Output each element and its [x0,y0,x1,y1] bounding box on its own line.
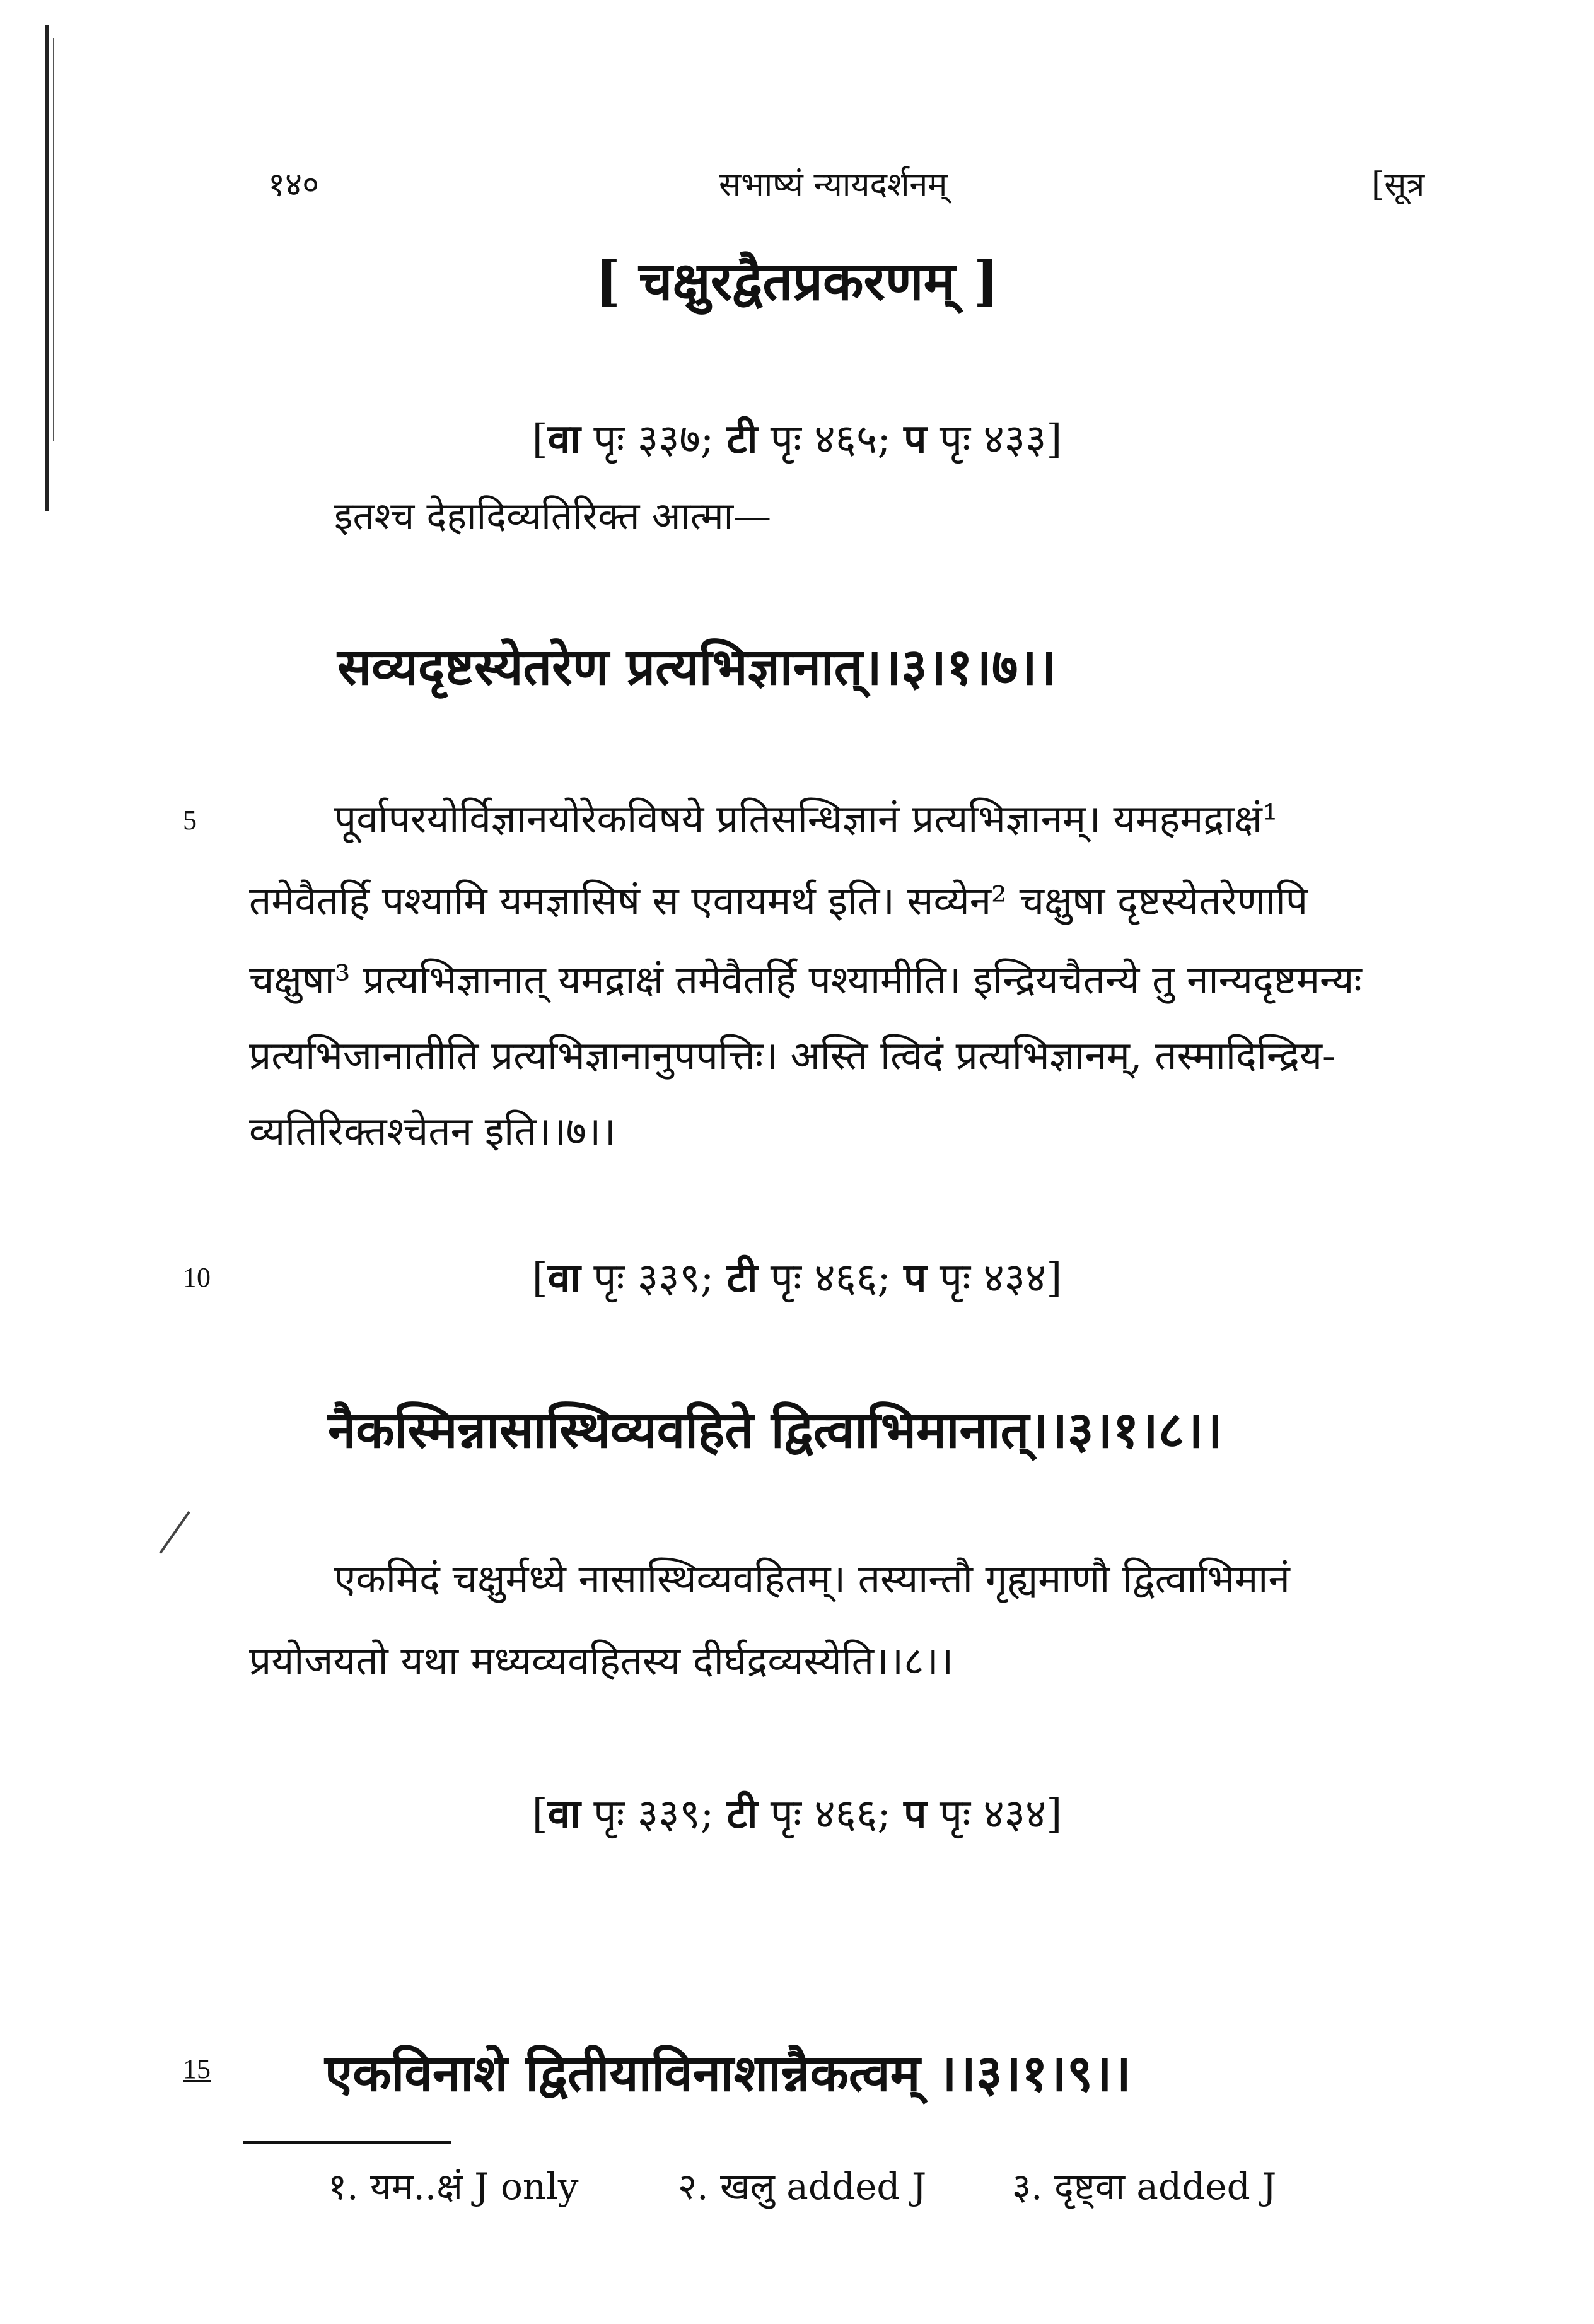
bhashya-1-line-2: तमेवैतर्हि पश्यामि यमज्ञासिषं स एवायमर्थ इति। सव्येन² चक्षुषा दृष्टस्येतरेणापि [249,878,1308,924]
bhashya-1-line-3: चक्षुषा³ प्रत्यभिज्ञानात् यमद्राक्षं तमेवैतर्हि पश्यामीति। इन्द्रियचैतन्ये तु नान्यदृष्टमन्यः [249,957,1362,1003]
ref-pa-page: पृः ४३३] [939,416,1062,463]
running-title: सभाष्यं न्यायदर्शनम् [719,166,948,204]
binding-edge-inner [53,38,54,441]
bhashya-1-line-1: पूर्वापरयोर्विज्ञानयोरेकविषये प्रतिसन्धिज्ञानं प्रत्यभिज्ञानम्। यमहमद्राक्षं¹ [334,796,1278,842]
ref-va: वा [547,1254,581,1302]
ref-va-page: पृः ३३९; [593,1255,714,1302]
section-mark: [सूत्र [1371,166,1425,204]
sutra-8: नैकस्मिन्नासास्थिव्यवहिते द्वित्वाभिमानात्।।३।१।८।। [328,1400,1223,1459]
reference-line-2: [वा पृः ३३९; टी पृः ४६६; प पृः ४३४] [532,1254,1062,1302]
bhashya-1-line-5: व्यतिरिक्तश्चेतन इति।।७।। [249,1108,616,1154]
ref-ti-page: पृः ४६५; [770,416,891,463]
margin-slash-mark [159,1511,190,1554]
reference-line-3: [वा पृः ३३९; टी पृः ४६६; प पृः ४३४] [532,1790,1062,1838]
section-title: [ चक्षुरद्वैतप्रकरणम् ] [595,250,999,312]
ref-ti-page: पृः ४६६; [770,1791,891,1838]
footnote-2: २. खलु added J [678,2165,927,2208]
reference-line-1: [वा पृः ३३७; टी पृः ४६५; प पृः ४३३] [532,416,1062,463]
ref-ti-page: पृः ४६६; [770,1255,891,1302]
page-number: १४० [268,166,320,204]
ref-pa-page: पृः ४३४] [939,1255,1062,1302]
ref-pa: प [904,1254,927,1302]
footnote-3: ३. दृष्ट्वा added J [1012,2165,1277,2208]
ref-pa: प [904,1790,927,1838]
bhashya-1-line-4: प्रत्यभिजानातीति प्रत्यभिज्ञानानुपपत्तिः। अस्ति त्विदं प्रत्यभिज्ञानम्, तस्मादिन्द्रिय- [249,1032,1335,1078]
ref-va-page: पृः ३३९; [593,1791,714,1838]
ref-va: वा [547,1790,581,1838]
ref-va: वा [547,416,581,463]
line-number-5: 5 [183,805,197,836]
line-number-10: 10 [183,1262,211,1293]
bhashya-2-line-1: एकमिदं चक्षुर्मध्ये नासास्थिव्यवहितम्। तस्यान्तौ गृह्यमाणौ द्वित्वाभिमानं [334,1556,1290,1602]
ref-pa-page: पृः ४३४] [939,1791,1062,1838]
footnote-rule [243,2141,451,2144]
sutra-9: एकविनाशे द्वितीयाविनाशान्नैकत्वम् ।।३।१।९।। [325,2043,1131,2103]
ref-ti: टी [726,1790,758,1838]
line-number-15: 15 [183,2053,211,2084]
ref-pa: प [904,416,927,463]
ref-ti: टी [726,416,758,463]
bhashya-2-line-2: प्रयोजयतो यथा मध्यव्यवहितस्य दीर्घद्रव्यस्येति।।८।। [249,1638,954,1684]
ref-va-page: पृः ३३७; [593,416,714,463]
footnote-1: १. यम..क्षं J only [328,2165,579,2208]
ref-ti: टी [726,1254,758,1302]
sutra-7: सव्यदृष्टस्येतरेण प्रत्यभिज्ञानात्।।३।१।७।। [337,637,1057,696]
intro-line: इतश्च देहादिव्यतिरिक्त आत्मा— [334,494,772,539]
